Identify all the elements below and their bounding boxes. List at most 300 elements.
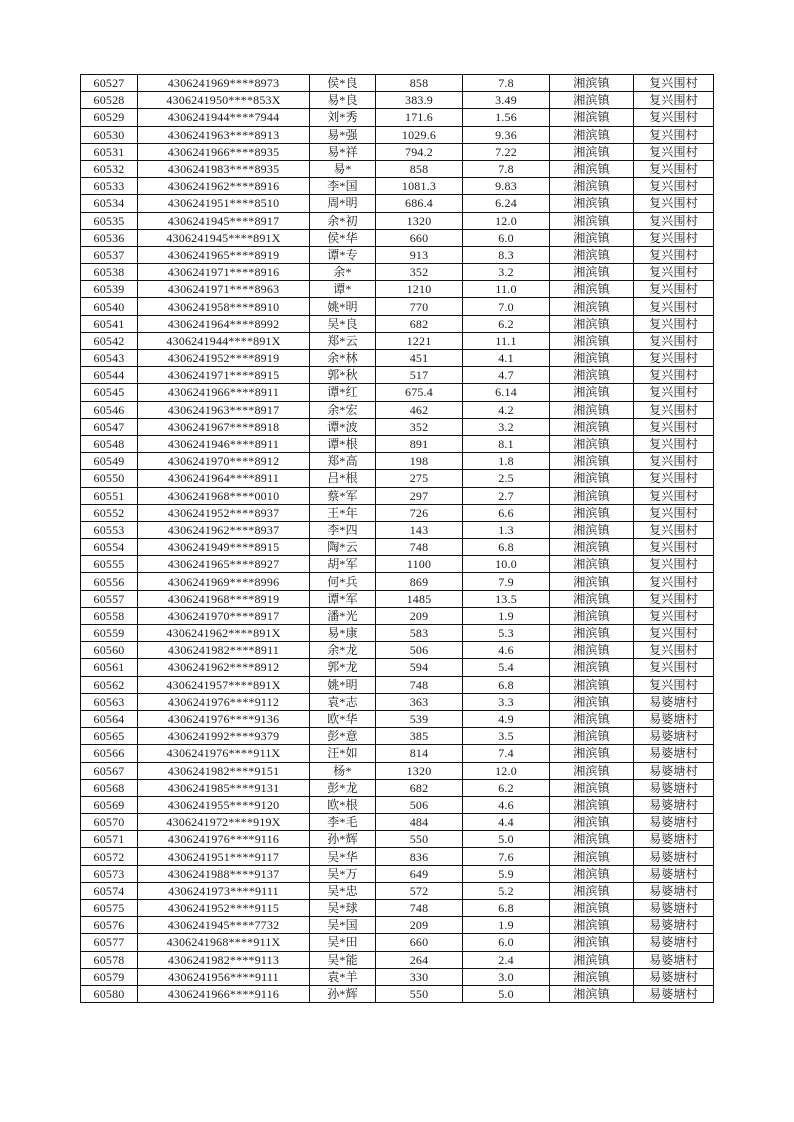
cell-village: 复兴围村 (634, 298, 714, 315)
cell-serial: 60538 (81, 264, 138, 281)
cell-area: 2.5 (463, 470, 550, 487)
cell-village: 易婆塘村 (634, 951, 714, 968)
table-row (81, 745, 714, 762)
cell-village: 易婆塘村 (634, 985, 714, 1002)
cell-area: 12.0 (463, 762, 550, 779)
cell-id-number: 4306241950****853X (138, 92, 310, 109)
cell-village: 复兴围村 (634, 642, 714, 659)
cell-serial: 60540 (81, 298, 138, 315)
cell-serial: 60537 (81, 246, 138, 263)
table-row (81, 453, 714, 470)
cell-amount: 264 (376, 951, 463, 968)
cell-amount: 583 (376, 625, 463, 642)
cell-area: 4.6 (463, 796, 550, 813)
cell-town: 湘滨镇 (550, 143, 634, 160)
cell-name: 侯*良 (310, 75, 376, 92)
table-row (81, 264, 714, 281)
table-body (81, 75, 714, 1003)
cell-serial: 60576 (81, 917, 138, 934)
cell-serial: 60567 (81, 762, 138, 779)
cell-town: 湘滨镇 (550, 401, 634, 418)
cell-amount: 572 (376, 882, 463, 899)
cell-town: 湘滨镇 (550, 367, 634, 384)
cell-id-number: 4306241945****891X (138, 229, 310, 246)
cell-amount: 913 (376, 246, 463, 263)
cell-name: 余*初 (310, 212, 376, 229)
cell-amount: 297 (376, 487, 463, 504)
cell-amount: 649 (376, 865, 463, 882)
table-row (81, 195, 714, 212)
table-row (81, 642, 714, 659)
cell-town: 湘滨镇 (550, 229, 634, 246)
cell-id-number: 4306241962****8912 (138, 659, 310, 676)
cell-amount: 385 (376, 728, 463, 745)
cell-name: 谭*波 (310, 418, 376, 435)
cell-area: 9.36 (463, 126, 550, 143)
cell-area: 12.0 (463, 212, 550, 229)
cell-name: 刘*秀 (310, 109, 376, 126)
cell-town: 湘滨镇 (550, 556, 634, 573)
cell-village: 复兴围村 (634, 384, 714, 401)
cell-town: 湘滨镇 (550, 350, 634, 367)
cell-serial: 60563 (81, 693, 138, 710)
cell-amount: 682 (376, 315, 463, 332)
cell-town: 湘滨镇 (550, 985, 634, 1002)
cell-id-number: 4306241968****8919 (138, 590, 310, 607)
cell-town: 湘滨镇 (550, 848, 634, 865)
cell-name: 袁*羊 (310, 968, 376, 985)
cell-serial: 60534 (81, 195, 138, 212)
cell-serial: 60528 (81, 92, 138, 109)
cell-id-number: 4306241967****8918 (138, 418, 310, 435)
table-row (81, 126, 714, 143)
cell-area: 6.8 (463, 539, 550, 556)
cell-id-number: 4306241971****8963 (138, 281, 310, 298)
cell-town: 湘滨镇 (550, 298, 634, 315)
cell-village: 复兴围村 (634, 160, 714, 177)
table-row (81, 435, 714, 452)
cell-id-number: 4306241983****8935 (138, 160, 310, 177)
cell-area: 1.56 (463, 109, 550, 126)
cell-village: 复兴围村 (634, 126, 714, 143)
cell-area: 6.8 (463, 900, 550, 917)
cell-town: 湘滨镇 (550, 418, 634, 435)
table-row (81, 865, 714, 882)
cell-id-number: 4306241976****9136 (138, 710, 310, 727)
cell-serial: 60564 (81, 710, 138, 727)
cell-id-number: 4306241945****8917 (138, 212, 310, 229)
cell-town: 湘滨镇 (550, 968, 634, 985)
cell-serial: 60530 (81, 126, 138, 143)
cell-amount: 1029.6 (376, 126, 463, 143)
cell-amount: 363 (376, 693, 463, 710)
cell-id-number: 4306241946****8911 (138, 435, 310, 452)
cell-village: 复兴围村 (634, 246, 714, 263)
cell-id-number: 4306241952****9115 (138, 900, 310, 917)
cell-village: 复兴围村 (634, 418, 714, 435)
cell-amount: 1320 (376, 212, 463, 229)
cell-name: 郑*云 (310, 332, 376, 349)
cell-serial: 60575 (81, 900, 138, 917)
cell-area: 4.1 (463, 350, 550, 367)
cell-name: 李*国 (310, 178, 376, 195)
cell-area: 5.2 (463, 882, 550, 899)
cell-area: 9.83 (463, 178, 550, 195)
cell-id-number: 4306241966****8935 (138, 143, 310, 160)
table-row (81, 607, 714, 624)
cell-amount: 814 (376, 745, 463, 762)
cell-area: 11.0 (463, 281, 550, 298)
cell-village: 易婆塘村 (634, 831, 714, 848)
cell-village: 易婆塘村 (634, 865, 714, 882)
cell-name: 汪*如 (310, 745, 376, 762)
cell-serial: 60556 (81, 573, 138, 590)
cell-town: 湘滨镇 (550, 384, 634, 401)
cell-name: 欧*华 (310, 710, 376, 727)
cell-id-number: 4306241951****9117 (138, 848, 310, 865)
cell-serial: 60566 (81, 745, 138, 762)
cell-serial: 60552 (81, 504, 138, 521)
cell-id-number: 4306241971****8916 (138, 264, 310, 281)
cell-name: 吴*球 (310, 900, 376, 917)
cell-town: 湘滨镇 (550, 814, 634, 831)
cell-area: 6.0 (463, 934, 550, 951)
table-row (81, 934, 714, 951)
cell-name: 潘*光 (310, 607, 376, 624)
cell-serial: 60580 (81, 985, 138, 1002)
cell-name: 吴*忠 (310, 882, 376, 899)
table-row (81, 968, 714, 985)
cell-serial: 60549 (81, 453, 138, 470)
table-row (81, 659, 714, 676)
table-row (81, 470, 714, 487)
cell-village: 复兴围村 (634, 659, 714, 676)
cell-id-number: 4306241985****9131 (138, 779, 310, 796)
cell-name: 易*良 (310, 92, 376, 109)
cell-name: 郑*高 (310, 453, 376, 470)
table-row (81, 178, 714, 195)
cell-village: 复兴围村 (634, 487, 714, 504)
cell-serial: 60562 (81, 676, 138, 693)
cell-serial: 60531 (81, 143, 138, 160)
cell-area: 4.9 (463, 710, 550, 727)
cell-id-number: 4306241962****8937 (138, 521, 310, 538)
table-row (81, 143, 714, 160)
cell-amount: 143 (376, 521, 463, 538)
cell-amount: 675.4 (376, 384, 463, 401)
cell-id-number: 4306241969****8996 (138, 573, 310, 590)
cell-serial: 60557 (81, 590, 138, 607)
cell-name: 吕*根 (310, 470, 376, 487)
cell-village: 复兴围村 (634, 453, 714, 470)
cell-area: 7.0 (463, 298, 550, 315)
cell-id-number: 4306241952****8919 (138, 350, 310, 367)
cell-name: 易*祥 (310, 143, 376, 160)
cell-name: 孙*辉 (310, 831, 376, 848)
cell-serial: 60527 (81, 75, 138, 92)
cell-area: 6.8 (463, 676, 550, 693)
cell-name: 彭*龙 (310, 779, 376, 796)
cell-town: 湘滨镇 (550, 779, 634, 796)
cell-town: 湘滨镇 (550, 831, 634, 848)
cell-town: 湘滨镇 (550, 917, 634, 934)
cell-name: 孙*辉 (310, 985, 376, 1002)
cell-id-number: 4306241962****8916 (138, 178, 310, 195)
cell-area: 3.3 (463, 693, 550, 710)
cell-amount: 352 (376, 264, 463, 281)
cell-serial: 60568 (81, 779, 138, 796)
cell-village: 复兴围村 (634, 625, 714, 642)
cell-amount: 748 (376, 676, 463, 693)
cell-area: 3.2 (463, 264, 550, 281)
table-row (81, 384, 714, 401)
cell-amount: 1485 (376, 590, 463, 607)
cell-village: 易婆塘村 (634, 968, 714, 985)
cell-town: 湘滨镇 (550, 332, 634, 349)
cell-area: 7.22 (463, 143, 550, 160)
cell-name: 谭* (310, 281, 376, 298)
cell-id-number: 4306241951****8510 (138, 195, 310, 212)
cell-town: 湘滨镇 (550, 126, 634, 143)
cell-name: 侯*华 (310, 229, 376, 246)
table-row (81, 350, 714, 367)
cell-village: 复兴围村 (634, 143, 714, 160)
cell-town: 湘滨镇 (550, 693, 634, 710)
cell-name: 袁*志 (310, 693, 376, 710)
cell-id-number: 4306241976****9112 (138, 693, 310, 710)
cell-amount: 539 (376, 710, 463, 727)
cell-area: 6.14 (463, 384, 550, 401)
cell-name: 谭*根 (310, 435, 376, 452)
cell-id-number: 4306241982****9151 (138, 762, 310, 779)
cell-village: 复兴围村 (634, 109, 714, 126)
cell-town: 湘滨镇 (550, 642, 634, 659)
cell-id-number: 4306241955****9120 (138, 796, 310, 813)
cell-amount: 770 (376, 298, 463, 315)
cell-town: 湘滨镇 (550, 264, 634, 281)
cell-amount: 1100 (376, 556, 463, 573)
cell-amount: 209 (376, 607, 463, 624)
cell-village: 复兴围村 (634, 332, 714, 349)
table-row (81, 900, 714, 917)
cell-town: 湘滨镇 (550, 160, 634, 177)
cell-village: 复兴围村 (634, 178, 714, 195)
cell-village: 易婆塘村 (634, 796, 714, 813)
cell-name: 周*明 (310, 195, 376, 212)
cell-id-number: 4306241952****8937 (138, 504, 310, 521)
cell-area: 7.9 (463, 573, 550, 590)
cell-id-number: 4306241964****8992 (138, 315, 310, 332)
cell-serial: 60560 (81, 642, 138, 659)
cell-village: 复兴围村 (634, 195, 714, 212)
table-row (81, 504, 714, 521)
cell-village: 复兴围村 (634, 350, 714, 367)
cell-area: 11.1 (463, 332, 550, 349)
cell-area: 7.6 (463, 848, 550, 865)
cell-area: 4.7 (463, 367, 550, 384)
cell-area: 8.1 (463, 435, 550, 452)
cell-village: 易婆塘村 (634, 762, 714, 779)
cell-name: 何*兵 (310, 573, 376, 590)
cell-town: 湘滨镇 (550, 521, 634, 538)
cell-id-number: 4306241956****9111 (138, 968, 310, 985)
cell-amount: 858 (376, 160, 463, 177)
cell-serial: 60541 (81, 315, 138, 332)
cell-serial: 60577 (81, 934, 138, 951)
cell-village: 复兴围村 (634, 75, 714, 92)
cell-serial: 60542 (81, 332, 138, 349)
cell-serial: 60574 (81, 882, 138, 899)
cell-id-number: 4306241969****8973 (138, 75, 310, 92)
cell-name: 彭*意 (310, 728, 376, 745)
cell-village: 复兴围村 (634, 401, 714, 418)
table-row (81, 281, 714, 298)
cell-town: 湘滨镇 (550, 75, 634, 92)
cell-town: 湘滨镇 (550, 453, 634, 470)
cell-area: 6.6 (463, 504, 550, 521)
cell-amount: 660 (376, 229, 463, 246)
cell-village: 复兴围村 (634, 92, 714, 109)
table-row (81, 779, 714, 796)
cell-area: 7.8 (463, 75, 550, 92)
cell-town: 湘滨镇 (550, 539, 634, 556)
cell-town: 湘滨镇 (550, 92, 634, 109)
cell-town: 湘滨镇 (550, 796, 634, 813)
table-row (81, 590, 714, 607)
cell-village: 复兴围村 (634, 470, 714, 487)
cell-area: 5.9 (463, 865, 550, 882)
cell-village: 易婆塘村 (634, 848, 714, 865)
cell-serial: 60565 (81, 728, 138, 745)
cell-name: 胡*军 (310, 556, 376, 573)
cell-serial: 60529 (81, 109, 138, 126)
cell-area: 13.5 (463, 590, 550, 607)
cell-id-number: 4306241972****919X (138, 814, 310, 831)
cell-area: 7.8 (463, 160, 550, 177)
cell-village: 复兴围村 (634, 607, 714, 624)
cell-village: 易婆塘村 (634, 934, 714, 951)
cell-amount: 383.9 (376, 92, 463, 109)
cell-serial: 60532 (81, 160, 138, 177)
cell-serial: 60572 (81, 848, 138, 865)
cell-serial: 60554 (81, 539, 138, 556)
cell-area: 6.2 (463, 779, 550, 796)
cell-name: 杨* (310, 762, 376, 779)
cell-town: 湘滨镇 (550, 315, 634, 332)
cell-serial: 60548 (81, 435, 138, 452)
cell-name: 吴*能 (310, 951, 376, 968)
cell-id-number: 4306241966****8911 (138, 384, 310, 401)
cell-area: 4.4 (463, 814, 550, 831)
cell-name: 吴*万 (310, 865, 376, 882)
cell-name: 余*宏 (310, 401, 376, 418)
cell-amount: 891 (376, 435, 463, 452)
table-row (81, 728, 714, 745)
cell-name: 余*林 (310, 350, 376, 367)
table-row (81, 212, 714, 229)
cell-id-number: 4306241945****7732 (138, 917, 310, 934)
cell-village: 复兴围村 (634, 504, 714, 521)
cell-town: 湘滨镇 (550, 281, 634, 298)
cell-area: 6.0 (463, 229, 550, 246)
cell-village: 复兴围村 (634, 315, 714, 332)
cell-amount: 506 (376, 642, 463, 659)
cell-village: 易婆塘村 (634, 728, 714, 745)
cell-name: 李*毛 (310, 814, 376, 831)
cell-village: 复兴围村 (634, 281, 714, 298)
cell-name: 王*年 (310, 504, 376, 521)
cell-village: 复兴围村 (634, 521, 714, 538)
cell-amount: 171.6 (376, 109, 463, 126)
cell-area: 3.0 (463, 968, 550, 985)
cell-id-number: 4306241988****9137 (138, 865, 310, 882)
cell-area: 3.5 (463, 728, 550, 745)
cell-town: 湘滨镇 (550, 900, 634, 917)
table-row (81, 917, 714, 934)
cell-amount: 517 (376, 367, 463, 384)
cell-name: 易* (310, 160, 376, 177)
cell-town: 湘滨镇 (550, 212, 634, 229)
cell-id-number: 4306241964****8911 (138, 470, 310, 487)
cell-town: 湘滨镇 (550, 504, 634, 521)
cell-id-number: 4306241965****8919 (138, 246, 310, 263)
cell-name: 谭*专 (310, 246, 376, 263)
cell-amount: 1081.3 (376, 178, 463, 195)
table-row (81, 109, 714, 126)
cell-serial: 60571 (81, 831, 138, 848)
cell-town: 湘滨镇 (550, 435, 634, 452)
table-row (81, 573, 714, 590)
cell-id-number: 4306241944****7944 (138, 109, 310, 126)
cell-id-number: 4306241949****8915 (138, 539, 310, 556)
cell-area: 5.4 (463, 659, 550, 676)
cell-amount: 462 (376, 401, 463, 418)
cell-village: 易婆塘村 (634, 693, 714, 710)
cell-amount: 594 (376, 659, 463, 676)
table-row (81, 676, 714, 693)
cell-id-number: 4306241992****9379 (138, 728, 310, 745)
cell-town: 湘滨镇 (550, 590, 634, 607)
cell-village: 易婆塘村 (634, 779, 714, 796)
cell-village: 易婆塘村 (634, 917, 714, 934)
cell-name: 郭*龙 (310, 659, 376, 676)
cell-amount: 682 (376, 779, 463, 796)
cell-amount: 869 (376, 573, 463, 590)
cell-town: 湘滨镇 (550, 573, 634, 590)
cell-id-number: 4306241982****9113 (138, 951, 310, 968)
table-row (81, 625, 714, 642)
cell-name: 姚*明 (310, 298, 376, 315)
cell-town: 湘滨镇 (550, 195, 634, 212)
cell-name: 谭*军 (310, 590, 376, 607)
cell-amount: 352 (376, 418, 463, 435)
cell-serial: 60533 (81, 178, 138, 195)
cell-serial: 60543 (81, 350, 138, 367)
cell-amount: 209 (376, 917, 463, 934)
cell-area: 1.8 (463, 453, 550, 470)
table-row (81, 160, 714, 177)
cell-area: 2.7 (463, 487, 550, 504)
cell-area: 6.2 (463, 315, 550, 332)
cell-name: 吴*华 (310, 848, 376, 865)
cell-area: 5.3 (463, 625, 550, 642)
cell-name: 李*四 (310, 521, 376, 538)
cell-serial: 60573 (81, 865, 138, 882)
cell-village: 复兴围村 (634, 367, 714, 384)
cell-amount: 836 (376, 848, 463, 865)
cell-amount: 748 (376, 539, 463, 556)
cell-serial: 60553 (81, 521, 138, 538)
